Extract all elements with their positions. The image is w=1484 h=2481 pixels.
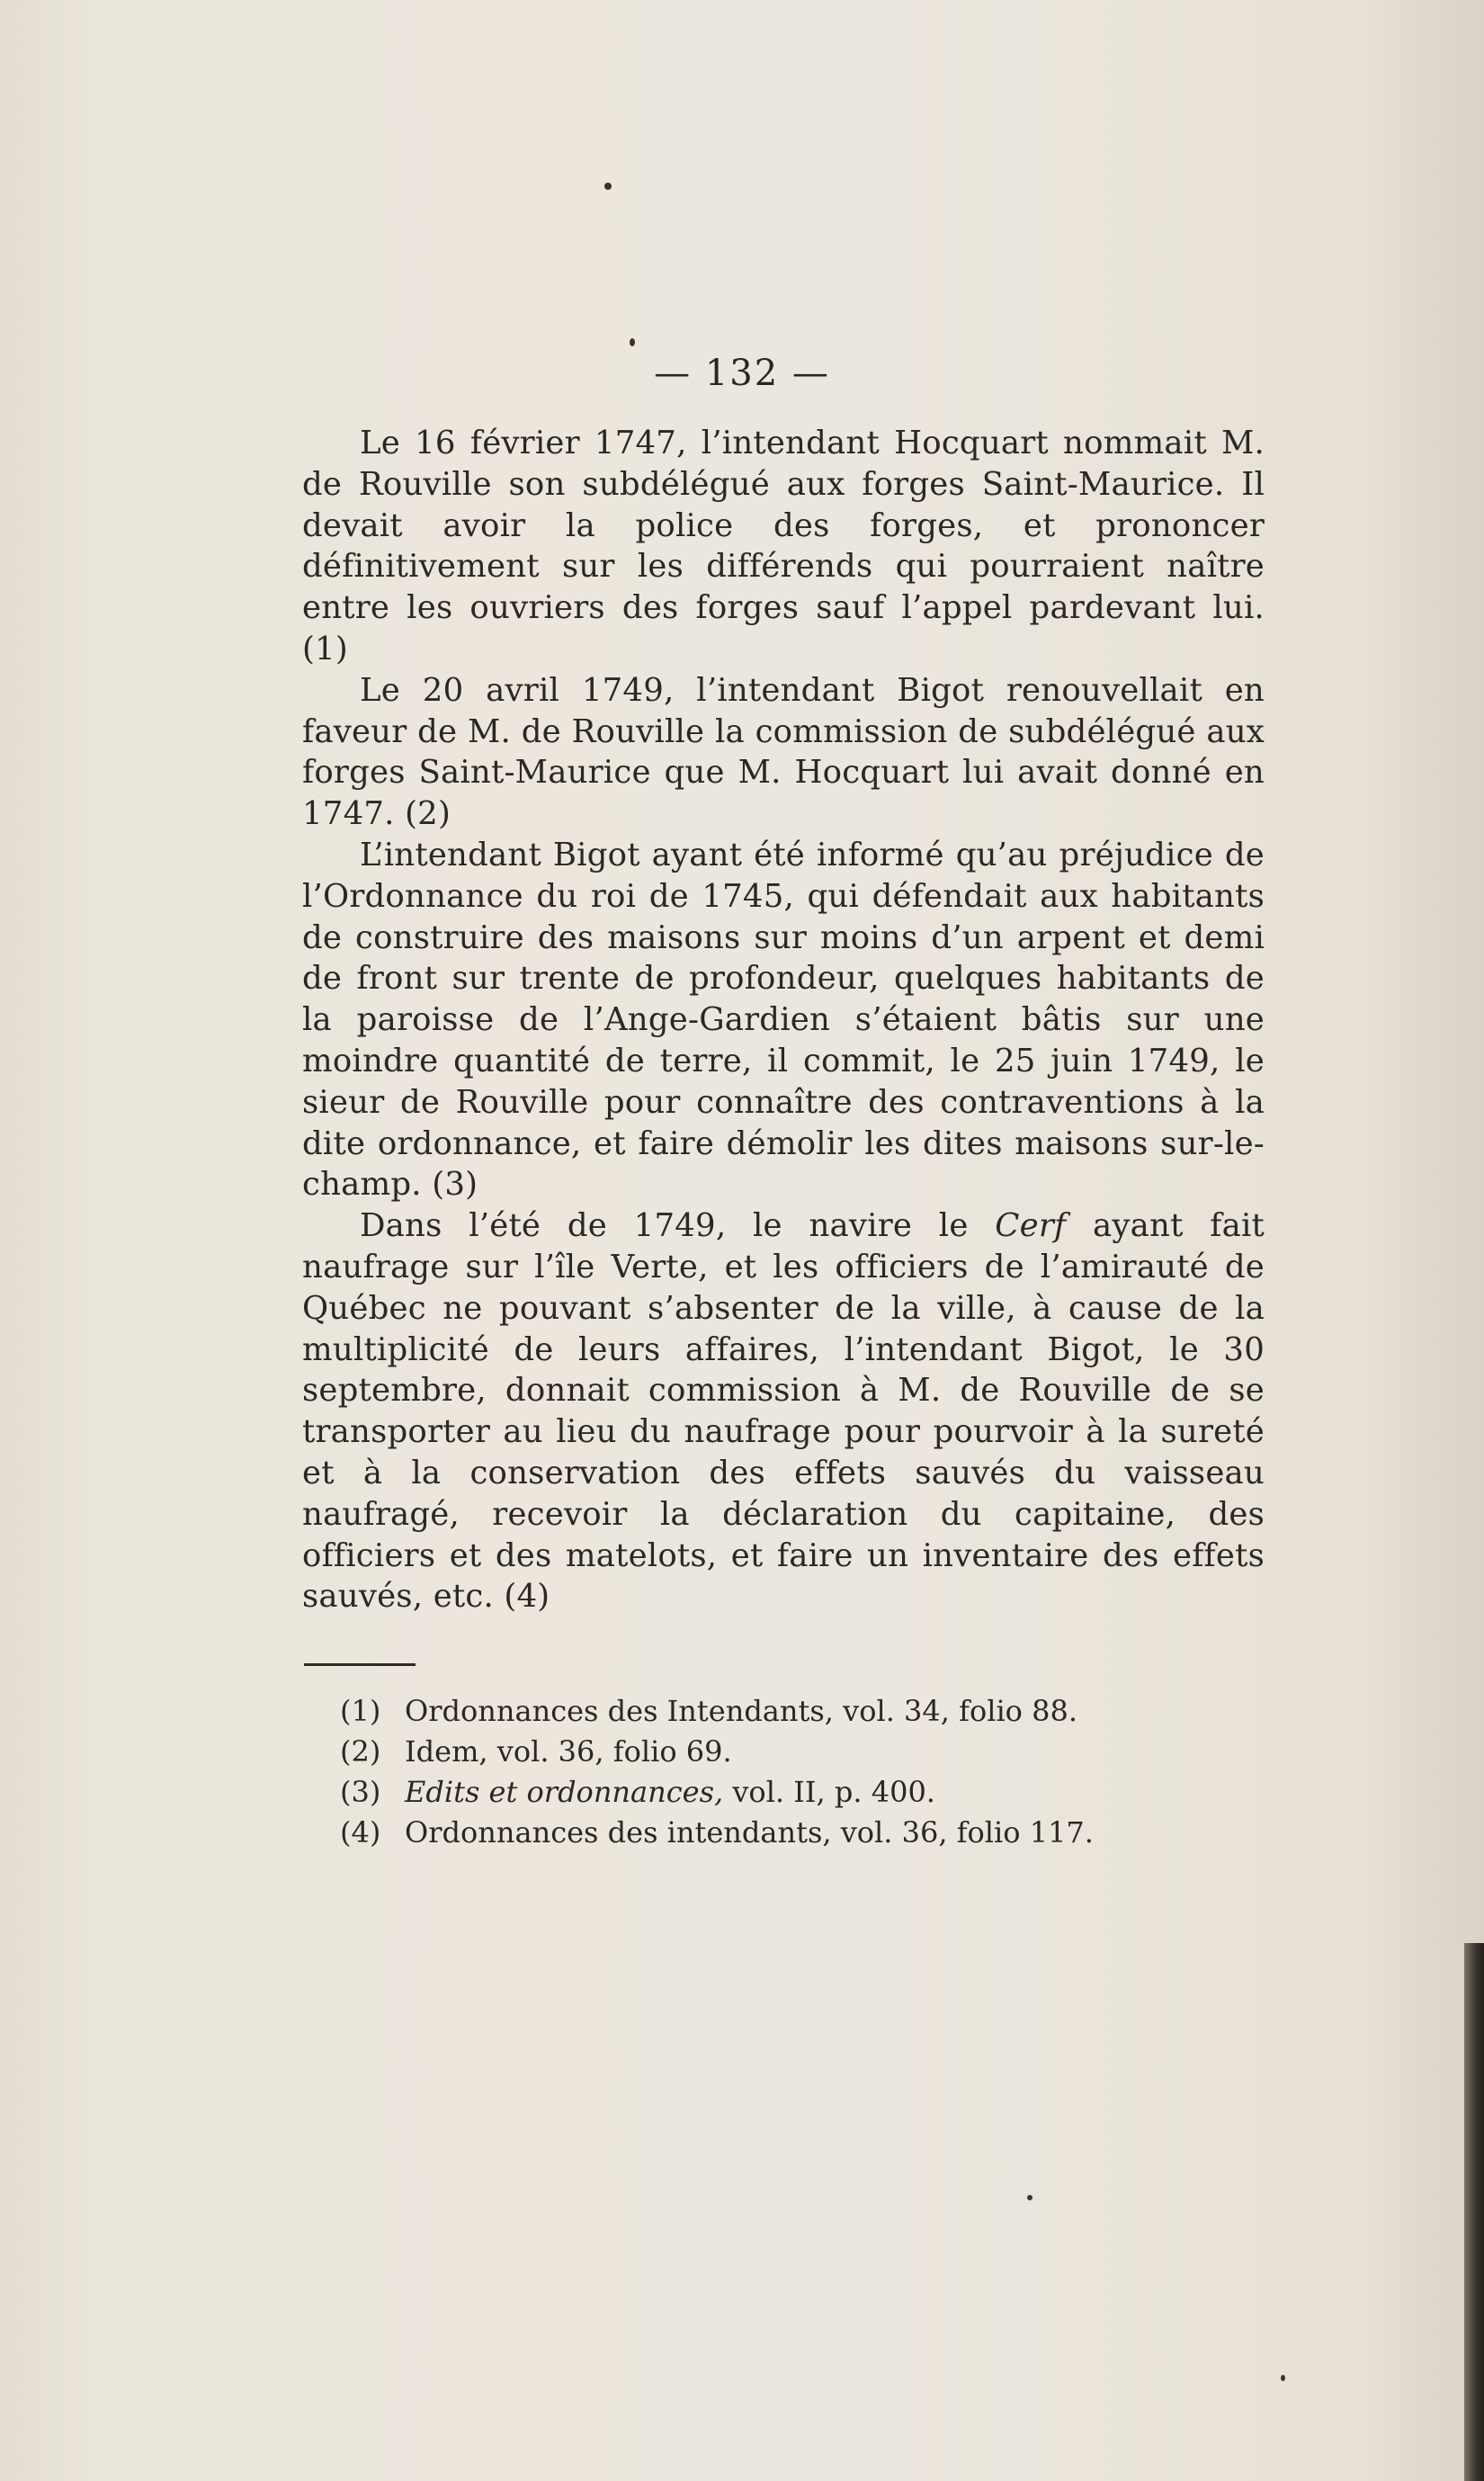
footnote-text: vol. II, p. 400. <box>723 1775 935 1809</box>
paragraph-1: Le 16 février 1747, l’intendant Hocquart nommait M. de Rouville son subdélégué aux forges Saint-Maurice. Il devait avoir la police des forges, et prononcer définitivement sur les différends qui pourraient naître entre les ouvriers des forges sauf l’appel pardevant lui. (1) <box>302 425 1265 667</box>
paper-speck <box>1027 2195 1033 2200</box>
paper-speck <box>630 338 635 346</box>
paragraph-2: Le 20 avril 1749, l’intendant Bigot renouvellait en faveur de M. de Rouville la commission de subdélégué aux forges Saint-Maurice que M. Hocquart lui avait donné en 1747. (2) <box>302 671 1265 833</box>
footnote-3 <box>340 1772 1239 1813</box>
paragraph-4-start: Dans l’été de 1749, le navire le <box>360 1207 996 1245</box>
footnote-2 <box>340 1732 1239 1772</box>
page-number: — 132 — <box>654 353 830 394</box>
paper-speck <box>1281 2375 1285 2381</box>
book-binding-edge <box>1464 1943 1484 2481</box>
footnote-number: (2) <box>340 1734 381 1769</box>
footnote-separator <box>304 1663 416 1666</box>
footnote-text: Ordonnances des Intendants, vol. 34, folio 88. <box>405 1694 1077 1728</box>
footnote-1 <box>340 1691 1239 1732</box>
footnote-number: (4) <box>340 1815 381 1850</box>
paragraph-4 <box>302 1205 1265 1617</box>
footnotes <box>340 1691 1239 1853</box>
footnote-4 <box>340 1813 1239 1853</box>
footnote-title-italic: Edits et ordonnances, <box>405 1775 724 1809</box>
footnote-text: Ordonnances des intendants, vol. 36, folio 117. <box>405 1815 1094 1850</box>
paragraph-3: L’intendant Bigot ayant été informé qu’au préjudice de l’Ordonnance du roi de 1745, qui défendait aux habitants de construire des maisons sur moins d’un arpent et demi de front sur trente de profondeur, quelques habitants de la paroisse de l’Ange-Gardien s’étaient bâtis sur une moindre quantité de terre, il commit, le 25 juin 1749, le sieur de Rouville pour connaître des contraventions à la dite ordonnance, et faire démolir les dites maisons sur-le-champ. (3) <box>302 836 1265 1204</box>
footnote-number: (3) <box>340 1775 381 1809</box>
main-text <box>302 423 1265 1617</box>
paper-speck <box>604 183 612 190</box>
footnote-text: Idem, vol. 36, folio 69. <box>405 1734 732 1769</box>
footnote-number: (1) <box>340 1694 381 1728</box>
ship-name: Cerf <box>995 1207 1067 1245</box>
paragraph-4-rest: ayant fait naufrage sur l’île Verte, et les officiers de l’amirauté de Québec ne pouvant s’absenter de la ville, à cause de la multiplicité de leurs affaires, l’intendant Bigot, le 30 septembre, donnait commission à M. de Rouville de se transporter au lieu du naufrage pour pourvoir à la sureté et à la conservation des effets sauvés du vaisseau naufragé, recevoir la déclaration du capitaine, des officiers et des matelots, et faire un inventaire des effets sauvés, etc. (4) <box>302 1207 1265 1616</box>
